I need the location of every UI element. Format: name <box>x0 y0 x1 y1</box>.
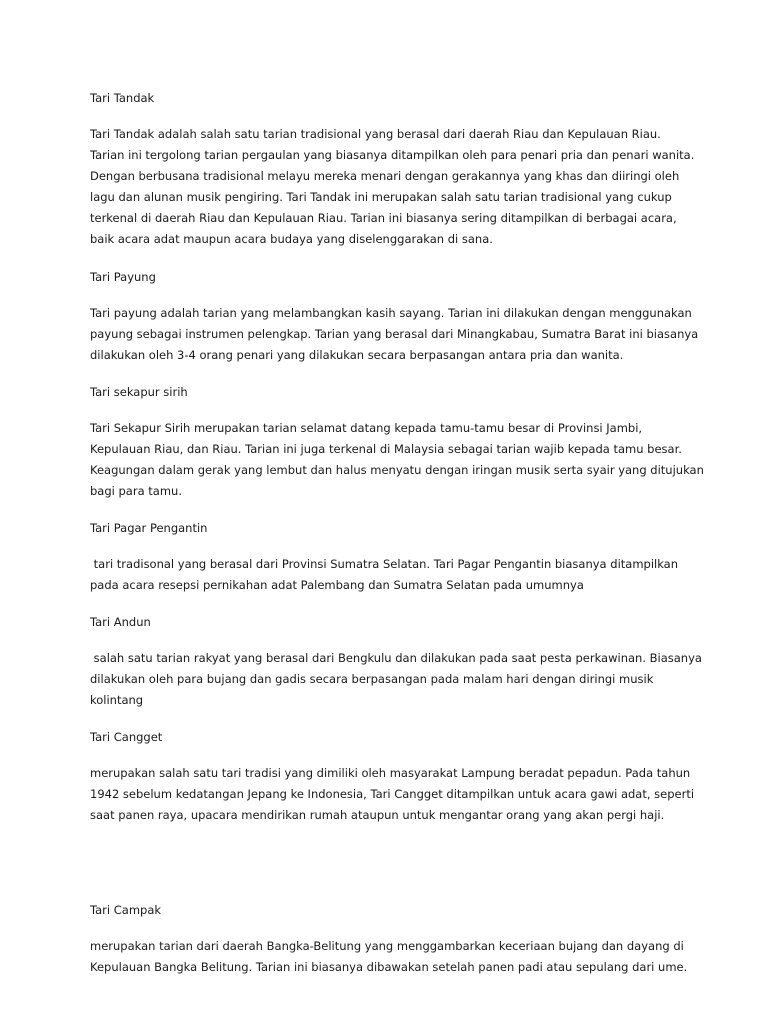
body-line: bagi para tamu. <box>90 484 182 498</box>
body-line: saat panen raya, upacara mendirikan rumah ataupun untuk mengantar orang yang akan pergi haji. <box>90 808 665 822</box>
section-body-tari-andun <box>90 648 702 711</box>
body-line: Tari Sekapur Sirih merupakan tarian selamat datang kepada tamu-tamu besar di Provinsi Jambi, <box>90 421 643 435</box>
section-body-tari-tandak <box>90 124 695 250</box>
body-line: Tari payung adalah tarian yang melambangkan kasih sayang. Tarian ini dilakukan dengan menggunakan <box>90 306 692 320</box>
body-line: tari tradisonal yang berasal dari Provinsi Sumatra Selatan. Tari Pagar Pengantin biasanya ditampilkan <box>90 557 678 571</box>
body-line: lagu dan alunan musik pengiring. Tari Tandak ini merupakan salah satu tarian tradisional yang cukup <box>90 190 672 204</box>
body-line: salah satu tarian rakyat yang berasal dari Bengkulu dan dilakukan pada saat pesta perkawinan. Biasanya <box>90 651 702 665</box>
body-line: payung sebagai instrumen pelengkap. Tarian yang berasal dari Minangkabau, Sumatra Barat ini biasanya <box>90 327 699 341</box>
body-line: Kepulauan Bangka Belitung. Tarian ini biasanya dibawakan setelah panen padi atau sepulang dari ume. <box>90 960 688 974</box>
body-line: pada acara resepsi pernikahan adat Palembang dan Sumatra Selatan pada umumnya <box>90 578 584 592</box>
body-line: 1942 sebelum kedatangan Jepang ke Indonesia, Tari Cangget ditampilkan untuk acara gawi adat, seperti <box>90 787 695 801</box>
section-body-tari-cangget <box>90 763 695 826</box>
section-title-tari-pagar-pengantin: Tari Pagar Pengantin <box>90 521 208 535</box>
body-line: dilakukan oleh 3-4 orang penari yang dilakukan secara berpasangan antara pria dan wanita. <box>90 348 624 362</box>
section-title-tari-tandak: Tari Tandak <box>90 91 155 105</box>
body-line: Tarian ini tergolong tarian pergaulan yang biasanya ditampilkan oleh para penari pria dan penari wanita. <box>90 148 695 162</box>
document-page <box>90 88 704 978</box>
section-body-tari-sekapur-sirih <box>90 418 704 502</box>
body-line: merupakan tarian dari daerah Bangka-Belitung yang menggambarkan keceriaan bujang dan dayang di <box>90 939 684 953</box>
body-line: Keagungan dalam gerak yang lembut dan halus menyatu dengan iringan musik serta syair yang ditujukan <box>90 463 704 477</box>
section-title-tari-sekapur-sirih: Tari sekapur sirih <box>90 385 188 399</box>
section-title-tari-cangget: Tari Cangget <box>90 730 163 744</box>
section-title-tari-campak: Tari Campak <box>90 903 162 917</box>
body-line: dilakukan oleh para bujang dan gadis secara berpasangan pada malam hari dengan diringi musik <box>90 672 654 686</box>
section-body-tari-campak <box>90 936 690 978</box>
body-line: Dengan berbusana tradisional melayu mereka menari dengan gerakannya yang khas dan diiringi oleh <box>90 169 680 183</box>
body-line: Kepulauan Riau, dan Riau. Tarian ini juga terkenal di Malaysia sebagai tarian wajib kepada tamu besar. <box>90 442 682 456</box>
section-body-tari-pagar-pengantin <box>90 554 690 596</box>
section-title-tari-payung: Tari Payung <box>90 270 156 284</box>
body-line: terkenal di daerah Riau dan Kepulauan Riau. Tarian ini biasanya sering ditampilkan di berbagai acara, <box>90 211 677 225</box>
section-body-tari-payung <box>90 303 699 366</box>
body-line: kolintang <box>90 693 144 707</box>
body-line: merupakan salah satu tari tradisi yang dimiliki oleh masyarakat Lampung beradat pepadun. Pada tahun <box>90 766 691 780</box>
body-line: baik acara adat maupun acara budaya yang diselenggarakan di sana. <box>90 232 493 246</box>
body-line: Tari Tandak adalah salah satu tarian tradisional yang berasal dari daerah Riau dan Kepulauan Riau. <box>90 127 661 141</box>
section-title-tari-andun: Tari Andun <box>90 615 151 629</box>
